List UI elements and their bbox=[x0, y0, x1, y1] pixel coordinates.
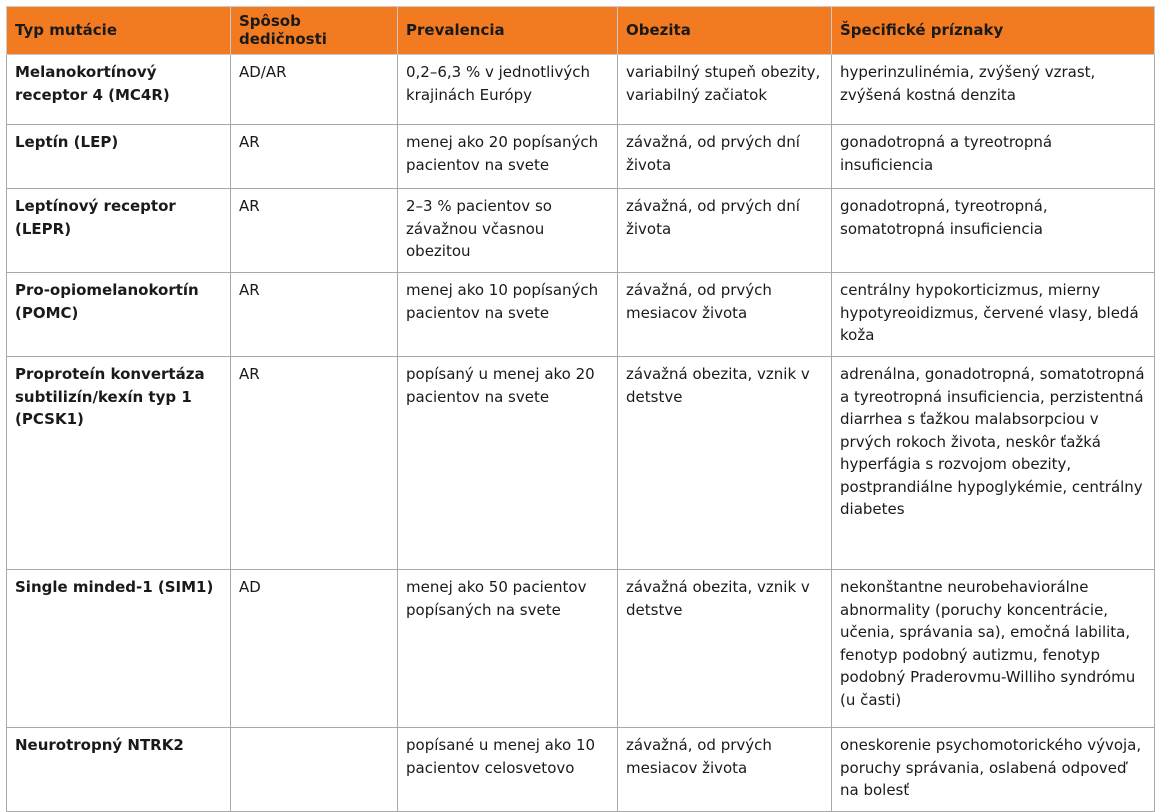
cell-symptoms: oneskorenie psychomotorického vývoja, poruchy správania, oslabená odpoveď na bolesť bbox=[832, 728, 1155, 812]
table-row bbox=[7, 125, 1155, 189]
header-inheritance: Spôsob dedičnosti bbox=[231, 7, 398, 55]
cell-type: Leptín (LEP) bbox=[7, 125, 231, 189]
table-row bbox=[7, 357, 1155, 570]
cell-symptoms: gonadotropná a tyreotropná insuficiencia bbox=[832, 125, 1155, 189]
cell-prevalence: 0,2–6,3 % v jednotlivých krajinách Európy bbox=[398, 55, 618, 125]
cell-symptoms: hyperinzulinémia, zvýšený vzrast, zvýšená kostná denzita bbox=[832, 55, 1155, 125]
header-symptoms: Špecifické príznaky bbox=[832, 7, 1155, 55]
cell-symptoms: centrálny hypokorticizmus, mierny hypotyreoidizmus, červené vlasy, bledá koža bbox=[832, 273, 1155, 357]
cell-inheritance: AR bbox=[231, 273, 398, 357]
cell-inheritance: AD/AR bbox=[231, 55, 398, 125]
header-prevalence: Prevalencia bbox=[398, 7, 618, 55]
cell-inheritance: AR bbox=[231, 125, 398, 189]
table-row bbox=[7, 55, 1155, 125]
table-row bbox=[7, 189, 1155, 273]
header-mutation-type: Typ mutácie bbox=[7, 7, 231, 55]
cell-type: Single minded-1 (SIM1) bbox=[7, 570, 231, 728]
table-row bbox=[7, 728, 1155, 812]
cell-inheritance: AR bbox=[231, 357, 398, 570]
cell-obesity: závažná obezita, vznik v detstve bbox=[618, 357, 832, 570]
cell-prevalence: popísaný u menej ako 20 pacientov na svete bbox=[398, 357, 618, 570]
table-row bbox=[7, 570, 1155, 728]
cell-symptoms: gonadotropná, tyreotropná, somatotropná insuficiencia bbox=[832, 189, 1155, 273]
cell-symptoms: nekonštantne neurobehaviorálne abnormality (poruchy koncentrácie, učenia, správania sa), emočná labilita, fenotyp podobný autizmu, fenotyp podobný Praderovmu-Williho syndrómu (u časti) bbox=[832, 570, 1155, 728]
cell-type: Pro-opiomelanokortín (POMC) bbox=[7, 273, 231, 357]
table-row bbox=[7, 273, 1155, 357]
cell-type: Leptínový receptor (LEPR) bbox=[7, 189, 231, 273]
cell-obesity: závažná, od prvých dní života bbox=[618, 125, 832, 189]
cell-prevalence: menej ako 10 popísaných pacientov na svete bbox=[398, 273, 618, 357]
mutation-table bbox=[6, 6, 1155, 812]
cell-symptoms: adrenálna, gonadotropná, somatotropná a tyreotropná insuficiencia, perzistentná diarrhea s ťažkou malabsorpciou v prvých rokoch života, neskôr ťažká hyperfágia s rozvojom obezity, postprandiálne hypoglykémie, centrálny diabetes bbox=[832, 357, 1155, 570]
header-obesity: Obezita bbox=[618, 7, 832, 55]
cell-prevalence: menej ako 20 popísaných pacientov na svete bbox=[398, 125, 618, 189]
cell-inheritance bbox=[231, 728, 398, 812]
cell-obesity: závažná, od prvých mesiacov života bbox=[618, 273, 832, 357]
cell-prevalence: popísané u menej ako 10 pacientov celosvetovo bbox=[398, 728, 618, 812]
cell-type: Neurotropný NTRK2 bbox=[7, 728, 231, 812]
cell-type: Melanokortínový receptor 4 (MC4R) bbox=[7, 55, 231, 125]
cell-obesity: závažná, od prvých mesiacov života bbox=[618, 728, 832, 812]
cell-prevalence: 2–3 % pacientov so závažnou včasnou obezitou bbox=[398, 189, 618, 273]
cell-prevalence: menej ako 50 pacientov popísaných na svete bbox=[398, 570, 618, 728]
cell-obesity: závažná, od prvých dní života bbox=[618, 189, 832, 273]
cell-obesity: variabilný stupeň obezity, variabilný začiatok bbox=[618, 55, 832, 125]
cell-obesity: závažná obezita, vznik v detstve bbox=[618, 570, 832, 728]
mutation-table-container bbox=[6, 6, 1154, 812]
table-header-row bbox=[7, 7, 1155, 55]
cell-inheritance: AD bbox=[231, 570, 398, 728]
cell-inheritance: AR bbox=[231, 189, 398, 273]
cell-type: Proproteín konvertáza subtilizín/kexín typ 1 (PCSK1) bbox=[7, 357, 231, 570]
